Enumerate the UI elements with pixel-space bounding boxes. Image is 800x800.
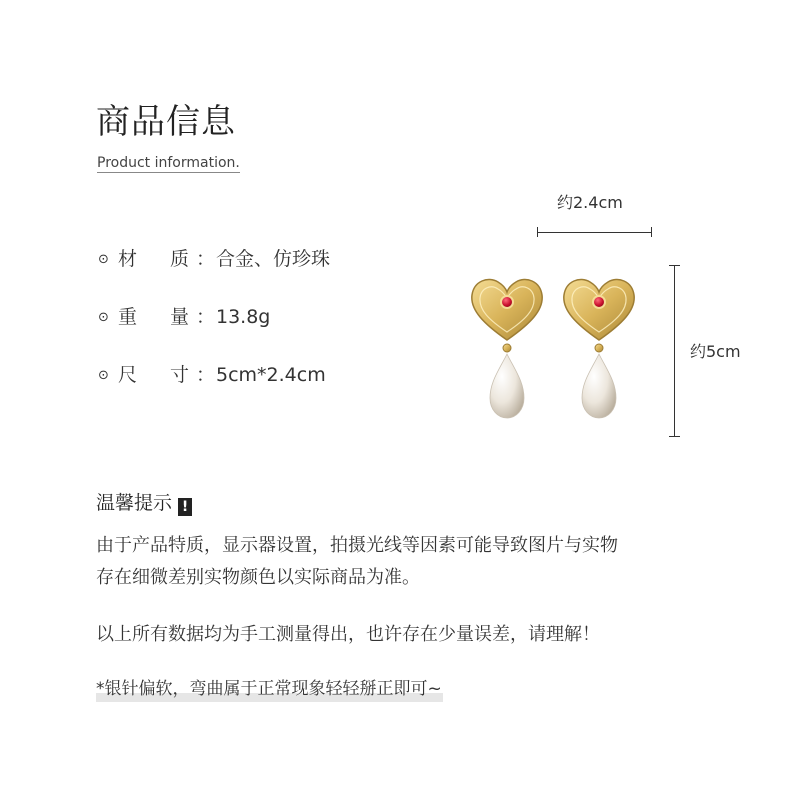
- pearl-drop-icon: [582, 354, 616, 418]
- spec-value: 合金、仿珍珠: [216, 248, 331, 270]
- spec-material: [98, 246, 330, 272]
- spec-separator: ：: [196, 306, 216, 328]
- earrings-product-image: [462, 270, 652, 425]
- spec-size: [98, 362, 326, 388]
- gem-icon: [501, 296, 513, 308]
- bullet-icon: ⊙: [98, 367, 109, 383]
- spec-separator: ：: [196, 364, 216, 386]
- gem-icon: [593, 296, 605, 308]
- page-subtitle: Product information.: [97, 155, 240, 171]
- exclamation-icon: !: [178, 498, 192, 516]
- height-label: 约5cm: [690, 342, 741, 361]
- notice-title: [96, 490, 192, 516]
- bullet-icon: ⊙: [98, 251, 109, 267]
- notice-line-1: 由于产品特质，显示器设置，拍摄光线等因素可能导致图片与实物: [96, 535, 618, 556]
- spec-value: 5cm*2.4cm: [216, 364, 326, 386]
- notice-line-3: 以上所有数据均为手工测量得出，也许存在少量误差，请理解！: [96, 624, 600, 645]
- pearl-drop-icon: [490, 354, 524, 418]
- notice-title-text: 温馨提示: [96, 492, 173, 514]
- spec-separator: ：: [196, 248, 216, 270]
- spec-key-first: 重: [118, 306, 138, 328]
- spec-key-first: 材: [118, 248, 138, 270]
- width-tick-right: [651, 227, 652, 237]
- spec-key-last: 寸: [170, 364, 190, 386]
- spec-key-last: 质: [170, 248, 190, 270]
- earring-left: [472, 280, 542, 418]
- height-tick-bottom: [669, 436, 680, 437]
- spec-value: 13.8g: [216, 306, 271, 328]
- height-measure-line: [674, 265, 675, 437]
- spec-weight: [98, 304, 270, 330]
- footnote-text: *银针偏软，弯曲属于正常现象轻轻掰正即可~: [96, 679, 442, 699]
- page-title: 商品信息: [96, 102, 236, 142]
- subtitle-underline: [97, 172, 240, 173]
- spec-key-last: 量: [170, 306, 190, 328]
- width-measure-line: [537, 232, 652, 233]
- bullet-icon: ⊙: [98, 309, 109, 325]
- width-label: 约2.4cm: [557, 193, 623, 212]
- earring-right: [564, 280, 634, 418]
- spec-key-first: 尺: [118, 364, 138, 386]
- notice-line-2: 存在细微差别实物颜色以实际商品为准。: [96, 567, 420, 588]
- footnote: [96, 677, 442, 701]
